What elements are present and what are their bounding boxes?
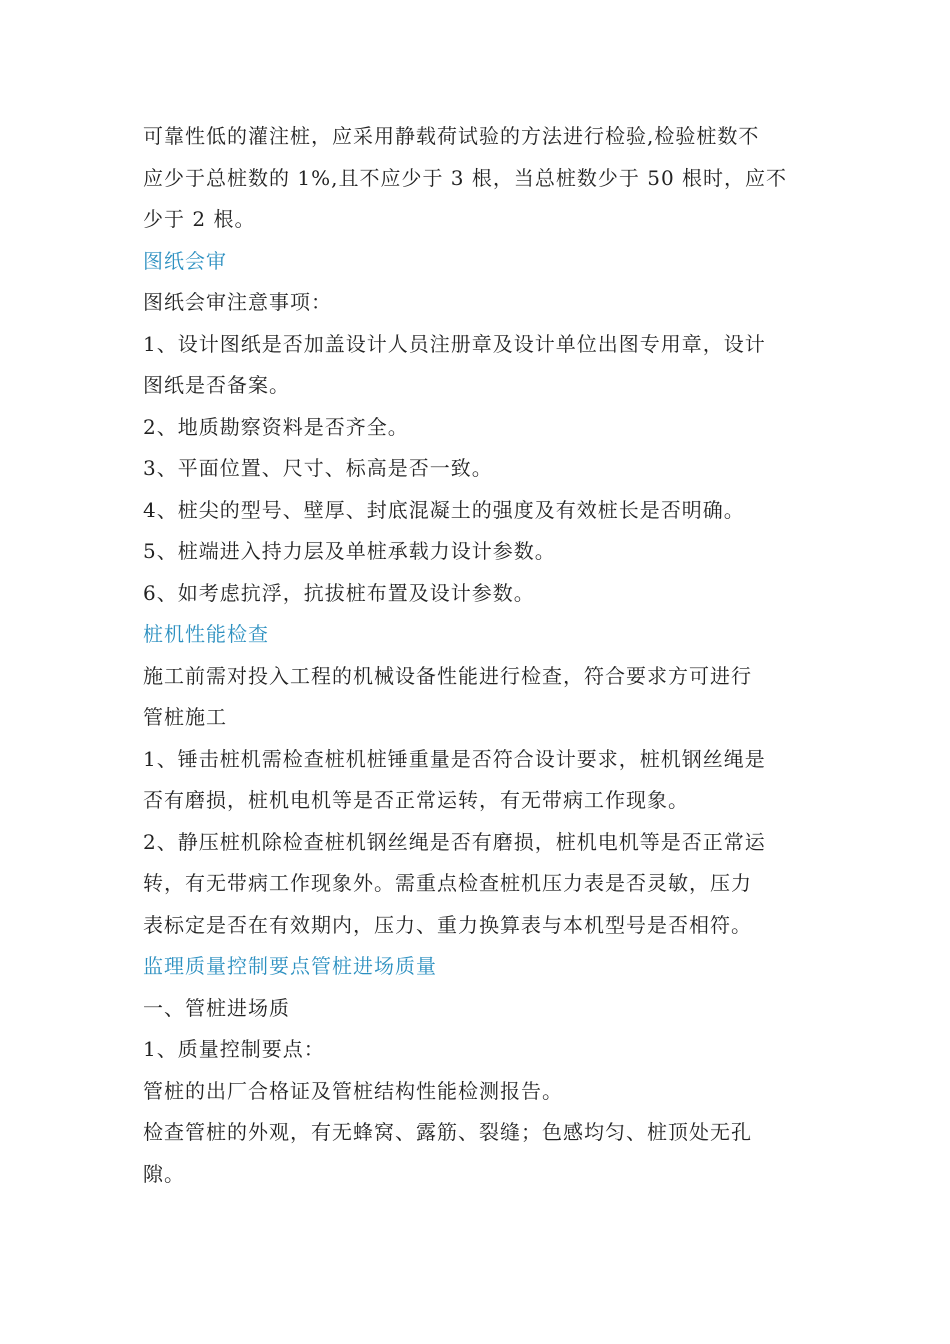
paragraph	[143, 988, 813, 1030]
heading-text: 图纸会审	[143, 248, 227, 273]
paragraph-line: 表标定是否在有效期内，压力、重力换算表与本机型号是否相符。	[143, 912, 752, 937]
paragraph	[143, 407, 813, 449]
paragraph-line: 少于 2 根。	[143, 207, 256, 231]
paragraph	[143, 531, 813, 573]
section-heading	[143, 946, 813, 988]
section-heading	[143, 614, 813, 656]
paragraph	[143, 1029, 813, 1071]
paragraph-line: 转，有无带病工作现象外。需重点检查桩机压力表是否灵敏，压力	[143, 871, 752, 895]
paragraph-line: 1、质量控制要点：	[143, 1037, 325, 1061]
paragraph-line: 2、静压桩机除检查桩机钢丝绳是否有磨损，桩机电机等是否正常运	[143, 829, 766, 854]
paragraph	[143, 1071, 813, 1113]
paragraph-line: 3、平面位置、尺寸、标高是否一致。	[143, 456, 493, 480]
section-heading	[143, 241, 813, 283]
paragraph-line: 4、桩尖的型号、壁厚、封底混凝土的强度及有效桩长是否明确。	[143, 497, 745, 522]
paragraph	[143, 490, 813, 532]
heading-text: 监理质量控制要点管桩进场质量	[143, 954, 437, 978]
paragraph-line: 可靠性低的灌注桩，应采用静载荷试验的方法进行检验,检验桩数不	[143, 124, 760, 148]
paragraph	[143, 573, 813, 615]
paragraph	[143, 1112, 813, 1195]
paragraph-line: 5、桩端进入持力层及单桩承载力设计参数。	[143, 539, 556, 563]
paragraph	[143, 656, 813, 739]
paragraph-line: 管桩施工	[143, 705, 227, 729]
paragraph-line: 检查管桩的外观，有无蜂窝、露筋、裂缝；色感均匀、桩顶处无孔	[143, 1120, 752, 1144]
paragraph-line: 否有磨损，桩机电机等是否正常运转，有无带病工作现象。	[143, 788, 689, 812]
paragraph	[143, 324, 813, 407]
paragraph	[143, 116, 813, 241]
paragraph	[143, 448, 813, 490]
document-body	[143, 116, 813, 1195]
paragraph-line: 管桩的出厂合格证及管桩结构性能检测报告。	[143, 1078, 563, 1103]
paragraph-line: 应少于总桩数的 1%,且不应少于 3 根，当总桩数少于 50 根时，应不	[143, 165, 788, 190]
paragraph-line: 6、如考虑抗浮，抗拔桩布置及设计参数。	[143, 580, 535, 605]
paragraph-line: 1、锤击桩机需检查桩机桩锤重量是否符合设计要求，桩机钢丝绳是	[143, 746, 766, 771]
paragraph-line: 2、地质勘察资料是否齐全。	[143, 414, 409, 439]
paragraph-line: 图纸是否备案。	[143, 373, 290, 397]
paragraph-line: 1、设计图纸是否加盖设计人员注册章及设计单位出图专用章，设计	[143, 331, 766, 356]
paragraph-line: 图纸会审注意事项：	[143, 290, 332, 314]
paragraph-line: 一、管桩进场质	[143, 995, 290, 1020]
paragraph	[143, 282, 813, 324]
heading-text: 桩机性能检查	[143, 622, 269, 646]
paragraph-line: 施工前需对投入工程的机械设备性能进行检查，符合要求方可进行	[143, 663, 752, 688]
paragraph-line: 隙。	[143, 1161, 185, 1186]
paragraph	[143, 739, 813, 822]
paragraph	[143, 822, 813, 947]
